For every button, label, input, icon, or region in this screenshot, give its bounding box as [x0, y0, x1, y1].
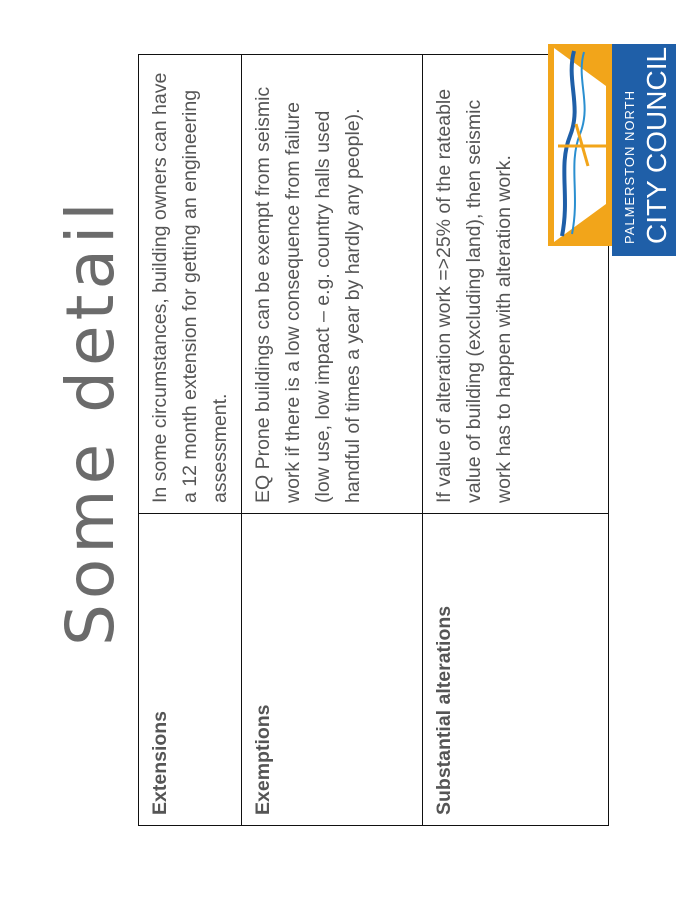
- row-text: If value of alteration work =>25% of the rateable value of building (excluding land), then seismic work has to happen with alteration work.: [423, 55, 609, 514]
- detail-table: [138, 54, 609, 826]
- logo-line2: CITY COUNCIL: [641, 46, 672, 244]
- table-row: [139, 55, 242, 826]
- slide-title: Some detail: [52, 197, 129, 646]
- city-council-logo: [548, 44, 676, 256]
- row-label: Substantial alterations: [423, 514, 609, 826]
- row-text: In some circumstances, building owners can have a 12 month extension for getting an engineering assessment.: [139, 55, 242, 514]
- logo-line1: PALMERSTON NORTH: [622, 90, 637, 244]
- row-text: EQ Prone buildings can be exempt from seismic work if there is a low consequence from failure (low use, low impact – e.g. country halls used handful of times a year by hardly any people).: [242, 55, 423, 514]
- row-label: Exemptions: [242, 514, 423, 826]
- table-row: [242, 55, 423, 826]
- row-label: Extensions: [139, 514, 242, 826]
